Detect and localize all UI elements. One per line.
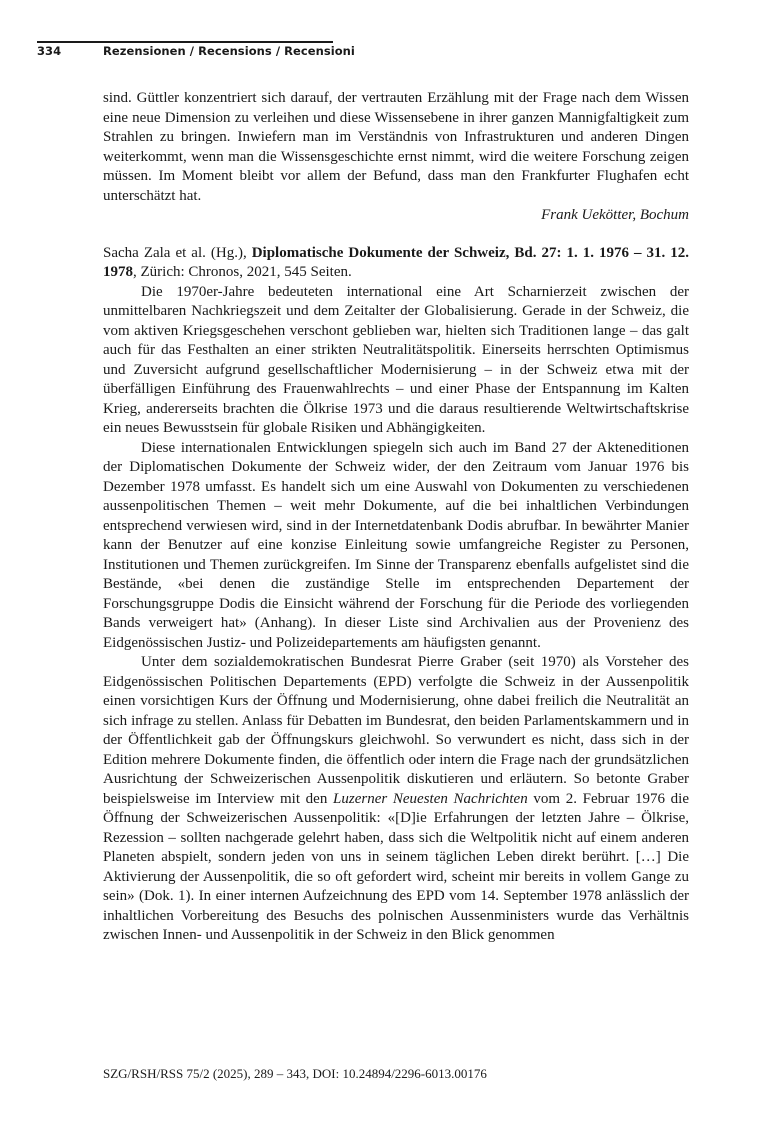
page-number: 334: [37, 44, 62, 58]
running-head: [37, 44, 355, 58]
body-text: [103, 89, 689, 946]
page-footer-citation: SZG/RSH/RSS 75/2 (2025), 289 – 343, DOI: 10.24894/2296-6013.00176: [103, 1066, 487, 1081]
review2-bibliographic-entry: [103, 244, 689, 283]
header-rule: [37, 41, 333, 43]
newspaper-title: Luzerner Neuesten Nachrichten: [333, 790, 528, 807]
review2-paragraph-1: Die 1970er-Jahre bedeuteten international eine Art Scharnierzeit zwischen der unmittelbaren Nachkriegszeit und dem Zeitalter der Globalisierung. Gerade in der Schweiz, die vom aktiven Kriegsgeschehen verschont geblieben war, hielten sich Traditionen lange – das galt auch für das Festhalten an einer strikten Neutralitätspolitik. Einerseits herrschten Optimismus und Zuversicht aufgrund gesellschaftlicher Modernisierung – in der Schweiz etwa mit der überfälligen Einführung des Frauenwahlrechts – und einer Phase der Entspannung im Kalten Krieg, andererseits brachten die Ölkrise 1973 und die daraus resultierende Weltwirtschaftskrise ein neues Bewusstsein für globale Risiken und Abhängigkeiten.: [103, 283, 689, 436]
section-title: Rezensionen / Recensions / Recensioni: [103, 44, 355, 58]
reviewer-signature: Frank Uekötter, Bochum: [541, 207, 689, 223]
review2-paragraph-3: [103, 653, 689, 946]
book-editors: Sacha Zala et al. (Hg.),: [103, 244, 252, 261]
review1-closing-paragraph: sind. Güttler konzentriert sich darauf, der vertrauten Erzählung mit der Frage nach dem Wissen eine neue Dimension zu verleihen und diese Wissensebene in ihrer ganzen Mannigfaltigkeit zum Strahlen zu bringen. Inwiefern man im Verständnis von Infrastrukturen und anderen Dingen weiterkommt, wenn man die Wissensgeschichte ernst nimmt, wird die weitere Forschung zeigen müssen. Im Moment bleibt vor allem der Befund, dass man den Frankfurter Flughafen echt unterschätzt hat.: [103, 90, 689, 204]
book-publication: , Zürich: Chronos, 2021, 545 Seiten.: [133, 264, 352, 280]
review2-paragraph-2: Diese internationalen Entwicklungen spiegeln sich auch im Band 27 der Akteneditionen der Diplomatischen Dokumente der Schweiz wider, der den Zeitraum vom Januar 1976 bis Dezember 1978 umfasst. Es handelt sich um eine Auswahl von Dokumenten zu verschiedenen aussenpolitischen Themen – weit mehr Dokumente, auf die bei inhaltlichen Verbindungen entsprechend verwiesen wird, sind in der Internetdatenbank Dodis abrufbar. In bewährter Manier kann der Benutzer auf eine konzise Einleitung sowie umfangreiche Register zu Personen, Institutionen und Themen zurückgreifen. Im Sinne der Transparenz ebenfalls aufgelistet sind die Bestände, «bei denen die zuständige Stelle im entsprechenden Departement der Forschungsgruppe Dodis die Einsicht während der Forschung für die Periode des vorliegenden Bands verweigert hat» (Anhang). In dieser Liste sind Archivalien aus der Provenienz des Eidgenössischen Justiz- und Polizeidepartements am häufigsten genannt.: [103, 439, 689, 651]
book-title: Diplomatische Dokumente der Schweiz, Bd. 27: 1. 1. 1976 – 31. 12. 1978: [103, 244, 689, 280]
paragraph-3-text-b: vom 2. Februar 1976 die Öffnung der Schweizerischen Aussenpolitik: «[D]ie Erfahrungen der letzten Jahre – Ölkrise, Rezession – sollten nachgerade gelehrt haben, dass sich die Weltpolitik nicht auf einem anderen Planeten abspielt, sondern jeden von uns in seinem täglichen Leben direkt berührt. […] Die Aktivierung der Aussenpolitik, die so oft gefordert wird, scheint mir bereits in vollem Gange zu sein» (Dok. 1). In einer internen Aufzeichnung des EPD vom 14. September 1978 anlässlich der inhaltlichen Vorbereitung des Besuchs des polnischen Aussenministers wurde das Verhältnis zwischen Innen- und Aussenpolitik in der Schweiz in den Blick genommen: [103, 790, 689, 943]
paragraph-3-text-a: Unter dem sozialdemokratischen Bundesrat Pierre Graber (seit 1970) als Vorsteher des Eidgenössischen Politischen Departements (EPD) verfolgte die Schweiz in der Aussenpolitik einen vorsichtigen Kurs der Öffnung und Modernisierung, ohne dabei freilich die Neutralität an sich infrage zu stellen. Anlass für Debatten im Bundesrat, den beiden Parlamentskammern und in der Öffentlichkeit gab der Öffnungskurs gleichwohl. So verwundert es nicht, dass sich in der Edition mehrere Dokumente finden, die öffentlich oder intern die Frage nach der grundsätzlichen Ausrichtung der Schweizerischen Aussenpolitik diskutieren und erläutern. So betonte Graber beispielsweise im Interview mit den: [103, 654, 689, 807]
